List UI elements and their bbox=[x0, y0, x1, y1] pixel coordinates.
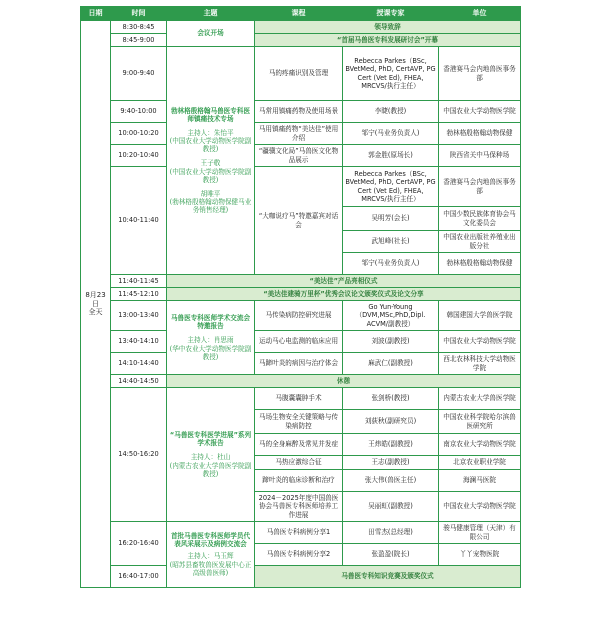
course-cell: 马常用镇痛药物及使用场景 bbox=[255, 101, 343, 123]
header-row bbox=[81, 7, 521, 21]
table-row bbox=[81, 353, 521, 375]
course-cell: 马热应激综合征 bbox=[255, 456, 343, 470]
expert-cell: 张剑桥(教授) bbox=[343, 388, 439, 410]
course-cell: 马用镇痛药物“美达佳”使用介绍 bbox=[255, 123, 343, 145]
unit-cell: 中国农业科学院哈尔滨兽医研究所 bbox=[439, 410, 521, 434]
expert-cell: 张大伟(兽医主任) bbox=[343, 470, 439, 492]
band-opening: “首届马兽医专科发展研讨会”开幕 bbox=[255, 34, 521, 47]
theme-afternoon-host: 主持人：杜山 bbox=[190, 453, 231, 462]
header-expert: 授课专家 bbox=[343, 7, 439, 21]
theme-morning-guest2: 胡唯平 bbox=[200, 189, 221, 198]
course-cell: 马的疼痛识别及管理 bbox=[255, 47, 343, 101]
band-break: 休憩 bbox=[167, 375, 521, 388]
theme-opening: 会议开场 bbox=[167, 21, 255, 47]
table-row bbox=[81, 566, 521, 588]
unit-cell: 勃林格殷格翰动物保健 bbox=[439, 253, 521, 275]
course-cell: 马传染病防控研究进展 bbox=[255, 301, 343, 331]
course-cell: 马场生物安全关键策略与传染病防控 bbox=[255, 410, 343, 434]
table-row bbox=[81, 34, 521, 47]
unit-cell: 陕西省关中马保种场 bbox=[439, 145, 521, 167]
expert-cell: 武旭峰(社长) bbox=[343, 231, 439, 253]
course-cell: 马兽医专科病例分享2 bbox=[255, 544, 343, 566]
theme-late-host: 主持人：马玉辉 bbox=[187, 552, 234, 561]
unit-cell: 香港赛马会内地兽医事务部 bbox=[439, 47, 521, 101]
table-row bbox=[81, 331, 521, 353]
table-row bbox=[81, 123, 521, 145]
time-cell: 16:40-17:00 bbox=[111, 566, 167, 588]
expert-cell: 邹宁(马业务负责人) bbox=[343, 253, 439, 275]
header-unit: 单位 bbox=[439, 7, 521, 21]
unit-cell: 西北农林科技大学动物医学院 bbox=[439, 353, 521, 375]
band-product-launch: “美达佳”产品亮相仪式 bbox=[167, 275, 521, 288]
header-course: 课程 bbox=[255, 7, 343, 21]
table-row bbox=[81, 21, 521, 34]
date-line1: 8月23日 bbox=[85, 291, 106, 308]
header-time: 时间 bbox=[111, 7, 167, 21]
theme-morning-host-org: (中国农业大学动物医学院副教授) bbox=[169, 137, 252, 154]
band-paper-award: “美达佳建骑万里杯”优秀会议论文颁奖仪式及论文分享 bbox=[167, 288, 521, 301]
expert-cell: 田雪杰(总经理) bbox=[343, 522, 439, 544]
theme-noon bbox=[167, 301, 255, 375]
theme-morning bbox=[167, 47, 255, 275]
table-row bbox=[81, 301, 521, 331]
band-leader-speech: 领导致辞 bbox=[255, 21, 521, 34]
date-line2: 全天 bbox=[88, 308, 103, 317]
time-cell: 11:45-12:10 bbox=[111, 288, 167, 301]
table-row bbox=[81, 288, 521, 301]
theme-noon-title: 马兽医专科医师学术交流会特邀报告 bbox=[170, 314, 251, 331]
expert-cell: 邹宁(马业务负责人) bbox=[343, 123, 439, 145]
course-cell: 马的全身麻醉及常见并发症 bbox=[255, 434, 343, 456]
theme-late-host-org: (昭苏县畜牧兽医发展中心正高级兽医师) bbox=[169, 560, 252, 577]
header-date: 日期 bbox=[81, 7, 111, 21]
table-row bbox=[81, 101, 521, 123]
theme-noon-host: 主持人：肖思雨 bbox=[187, 336, 234, 345]
theme-morning-host: 主持人：朱怡平 bbox=[187, 129, 234, 138]
table-row bbox=[81, 145, 521, 167]
table-row bbox=[81, 275, 521, 288]
expert-cell: 郭金胜(原场长) bbox=[343, 145, 439, 167]
time-cell: 13:40-14:10 bbox=[111, 331, 167, 353]
expert-cell: 王炜皓(副教授) bbox=[343, 434, 439, 456]
course-cell: “大咖说疗马”特邀嘉宾对话会 bbox=[255, 167, 343, 275]
unit-cell: 海澜马医院 bbox=[439, 470, 521, 492]
header-theme: 主题 bbox=[167, 7, 255, 21]
time-cell: 9:40-10:00 bbox=[111, 101, 167, 123]
band-competition: 马兽医专科知识竞赛及颁奖仪式 bbox=[255, 566, 521, 588]
time-cell: 8:30-8:45 bbox=[111, 21, 167, 34]
unit-cell: 香港赛马会内地兽医事务部 bbox=[439, 167, 521, 207]
time-cell: 14:10-14:40 bbox=[111, 353, 167, 375]
unit-cell: 勃林格殷格翰动物保健 bbox=[439, 123, 521, 145]
time-cell: 14:50-16:20 bbox=[111, 388, 167, 522]
unit-cell: 中国农业大学动物医学院 bbox=[439, 331, 521, 353]
theme-morning-title: 勃林格殷格翰马兽医专科医师镇痛技术专场 bbox=[170, 107, 251, 124]
expert-cell: Rebecca Parkes（BSc, BVetMed, PhD, CertAVP, PG Cert (Vet Ed), FHEA, MRCVS/执行主任） bbox=[343, 47, 439, 101]
expert-cell: 麻武仁(副教授) bbox=[343, 353, 439, 375]
theme-afternoon-host-org: (内蒙古农业大学兽医学院副教授) bbox=[169, 461, 252, 478]
theme-morning-guest1: 王子敬 bbox=[200, 159, 221, 168]
table-row bbox=[81, 522, 521, 544]
time-cell: 10:20-10:40 bbox=[111, 145, 167, 167]
table-row bbox=[81, 167, 521, 207]
unit-cell: 中国农业出版社养殖业出版分社 bbox=[439, 231, 521, 253]
expert-cell: 王志(副教授) bbox=[343, 456, 439, 470]
time-cell: 10:00-10:20 bbox=[111, 123, 167, 145]
table-row bbox=[81, 375, 521, 388]
time-cell: 10:40-11:40 bbox=[111, 167, 167, 275]
expert-cell: Rebecca Parkes（BSc, BVetMed, PhD, CertAVP, PG Cert (Vet Ed), FHEA, MRCVS/执行主任） bbox=[343, 167, 439, 207]
schedule bbox=[80, 6, 520, 588]
time-cell: 14:40-14:50 bbox=[111, 375, 167, 388]
theme-morning-guest1-org: (中国农业大学动物医学院副教授) bbox=[169, 167, 252, 184]
theme-late bbox=[167, 522, 255, 588]
unit-cell: 中国农业大学动物医学院 bbox=[439, 492, 521, 522]
expert-cell: 李睫(教授) bbox=[343, 101, 439, 123]
time-cell: 13:00-13:40 bbox=[111, 301, 167, 331]
theme-morning-guest2-org: (勃林格殷格翰动物保健马业务销售经理) bbox=[169, 197, 252, 214]
course-cell: 马蹄叶炎的病因与治疗体会 bbox=[255, 353, 343, 375]
unit-cell: 南京农业大学动物医学院 bbox=[439, 434, 521, 456]
expert-cell: 刘波(副教授) bbox=[343, 331, 439, 353]
course-cell: “疆骥文化局”马兽医文化物品展示 bbox=[255, 145, 343, 167]
theme-noon-host-org: (华中农业大学动物医学院副教授) bbox=[169, 344, 252, 361]
date-cell bbox=[81, 21, 111, 588]
expert-cell: 张盈盈(院长) bbox=[343, 544, 439, 566]
unit-cell: 内蒙古农业大学兽医学院 bbox=[439, 388, 521, 410]
expert-cell: Go Yun-Young（DVM,MSc,PhD,Dipl. ACVM/副教授） bbox=[343, 301, 439, 331]
expert-cell: 刘荻秋(副研究员) bbox=[343, 410, 439, 434]
unit-cell: 中国少数民族体育协会马文化委员会 bbox=[439, 207, 521, 231]
expert-cell: 吴丽虹(副教授) bbox=[343, 492, 439, 522]
time-cell: 8:45-9:00 bbox=[111, 34, 167, 47]
theme-afternoon bbox=[167, 388, 255, 522]
expert-cell: 吴明芳(会长) bbox=[343, 207, 439, 231]
theme-late-title: 首批马兽医专科医师学员代表风采展示及病例交流会 bbox=[170, 532, 251, 549]
time-cell: 9:00-9:40 bbox=[111, 47, 167, 101]
table-row bbox=[81, 47, 521, 101]
time-cell: 16:20-16:40 bbox=[111, 522, 167, 566]
unit-cell: 骏马健康管理（天津）有限公司 bbox=[439, 522, 521, 544]
course-cell: 运动马心电监测的临床应用 bbox=[255, 331, 343, 353]
theme-afternoon-title: “马兽医专科医学进展”系列学术报告 bbox=[169, 431, 252, 448]
course-cell: 马腹囊囊肿手术 bbox=[255, 388, 343, 410]
unit-cell: 北京农业职业学院 bbox=[439, 456, 521, 470]
unit-cell: 丫丫宠物医院 bbox=[439, 544, 521, 566]
time-cell: 11:40-11:45 bbox=[111, 275, 167, 288]
course-cell: 马兽医专科病例分享1 bbox=[255, 522, 343, 544]
unit-cell: 韩国建国大学兽医学院 bbox=[439, 301, 521, 331]
unit-cell: 中国农业大学动物医学院 bbox=[439, 101, 521, 123]
course-cell: 蹄叶炎的临床诊断和治疗 bbox=[255, 470, 343, 492]
course-cell: 2024－2025年度中国兽医协会马兽医专科医师培养工作进展 bbox=[255, 492, 343, 522]
schedule-table bbox=[80, 6, 521, 588]
table-row bbox=[81, 388, 521, 410]
